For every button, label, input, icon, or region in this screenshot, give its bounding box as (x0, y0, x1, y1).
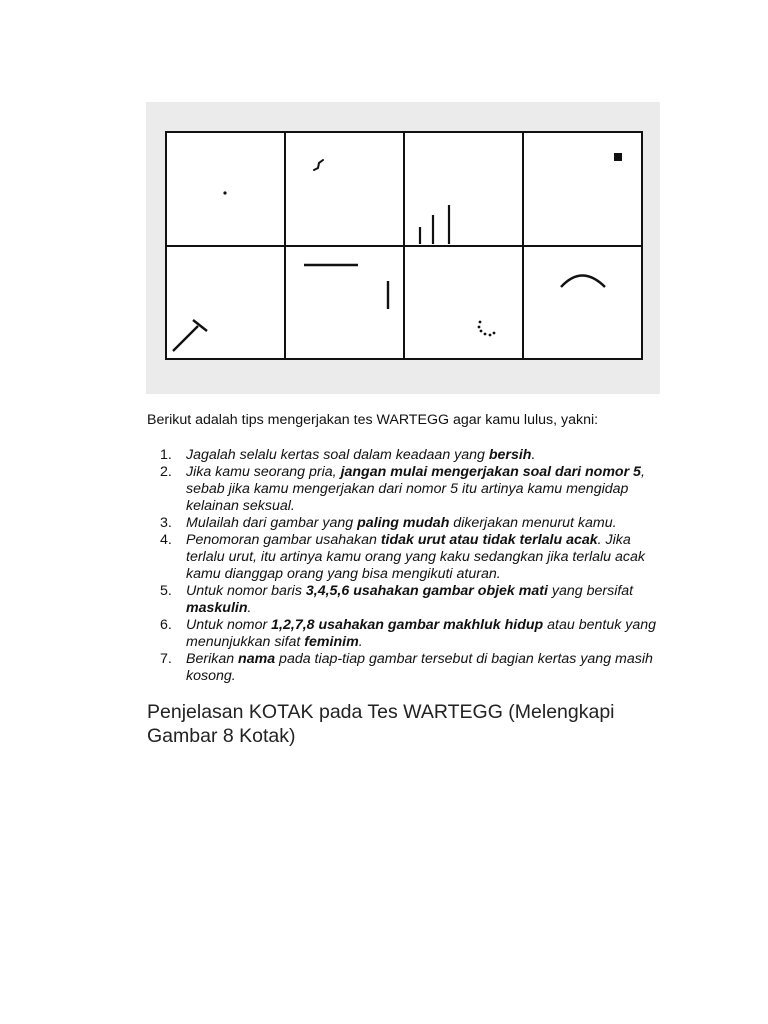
tip-text: yang bersifat (547, 583, 634, 599)
wartegg-grid (146, 102, 660, 394)
tip-text: Mulailah dari gambar yang (186, 515, 358, 531)
tip-item (147, 447, 667, 464)
box-1-dot (223, 191, 226, 194)
tip-text: Jika kamu seorang pria, (186, 464, 341, 480)
tip-text: atau bentuk yang menunjukkan sifat (186, 617, 657, 650)
section-title: Penjelasan KOTAK pada Tes WARTEGG (Melengkapi Gambar 8 Kotak) (147, 701, 615, 747)
tip-text: Untuk nomor (186, 617, 272, 633)
tip-item (147, 515, 667, 532)
tip-text: , sebab jika kamu mengerjakan dari nomor 5 itu artinya kamu mengidap kelainan seksual. (186, 464, 645, 514)
tip-number: 4. (160, 532, 172, 548)
tip-item (147, 464, 667, 515)
tip-emphasis: 3,4,5,6 usahakan gambar objek mati (305, 583, 548, 599)
box-7-dot (493, 332, 496, 335)
tip-item (147, 617, 667, 651)
wartegg-figure (146, 102, 660, 394)
tip-emphasis: paling mudah (357, 515, 450, 531)
tip-text: Berikan (186, 651, 239, 667)
tip-text: Untuk nomor baris (186, 583, 306, 599)
tip-emphasis: nama (238, 651, 276, 667)
tip-emphasis: jangan mulai mengerjakan soal dari nomor 5 (340, 464, 641, 480)
box-7-dot (480, 330, 483, 333)
tip-text: . (531, 447, 536, 463)
tip-item (147, 532, 667, 583)
tip-emphasis: 1,2,7,8 usahakan gambar makhluk hidup (271, 617, 544, 633)
tip-emphasis: bersih (488, 447, 532, 463)
tip-number: 1. (160, 447, 172, 463)
box-4-square (614, 153, 622, 161)
tip-text: . (358, 634, 363, 650)
tip-text: pada tiap-tiap gambar tersebut di bagian kertas yang masih kosong. (186, 651, 653, 684)
box-7-dot (479, 321, 482, 324)
tip-item (147, 583, 667, 617)
tip-text: . Jika terlalu urut, itu artinya kamu orang yang kaku sedangkan jika terlalu acak kamu dianggap orang yang bisa mengikuti aturan. (186, 532, 645, 582)
tip-number: 2. (160, 464, 172, 480)
tip-emphasis: maskulin (186, 600, 248, 616)
intro-text: Berikut adalah tips mengerjakan tes WARTEGG agar kamu lulus, yakni: (147, 412, 599, 428)
tip-text: . (247, 600, 252, 616)
box-7-dot (484, 333, 487, 336)
tip-number: 5. (160, 583, 172, 599)
tip-item (147, 651, 667, 685)
tip-emphasis: feminim (304, 634, 359, 650)
tip-text: Penomoran gambar usahakan (186, 532, 381, 548)
tip-number: 3. (160, 515, 172, 531)
tip-text: dikerjakan menurut kamu. (449, 515, 617, 531)
tip-number: 6. (160, 617, 172, 633)
tips-list (147, 447, 667, 685)
tip-text: Jagalah selalu kertas soal dalam keadaan yang (186, 447, 489, 463)
tip-emphasis: tidak urut atau tidak terlalu acak (380, 532, 598, 548)
tip-number: 7. (160, 651, 172, 667)
box-7-dot (478, 326, 481, 329)
box-7-dot (489, 334, 492, 337)
